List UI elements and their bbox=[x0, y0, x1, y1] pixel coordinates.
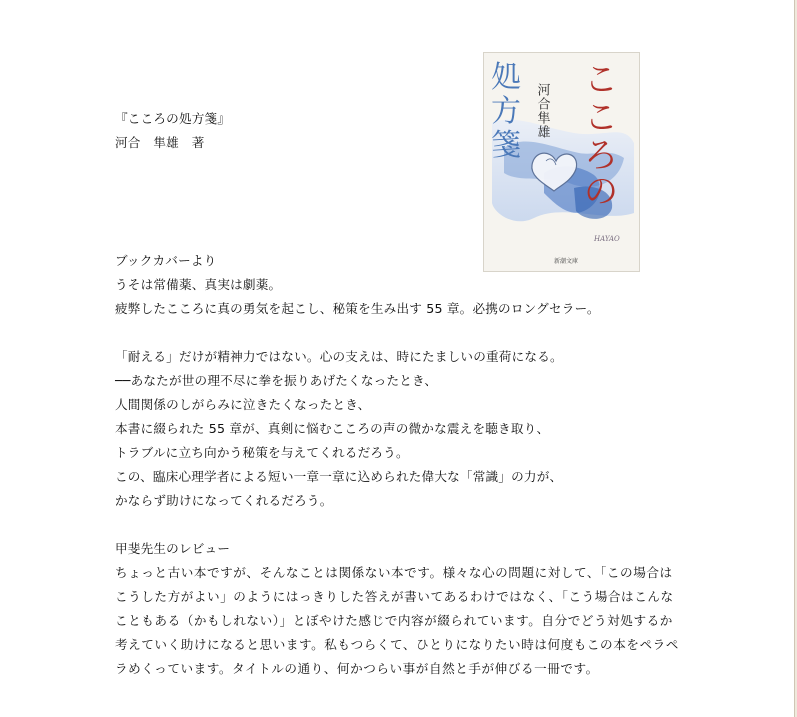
book-info bbox=[115, 107, 230, 155]
bookcover-line-3 bbox=[115, 321, 685, 345]
cover-title-char-2: こ bbox=[584, 98, 618, 138]
cover-title-char-1: こ bbox=[584, 60, 618, 100]
bookcover-line-7: 本書に綴られた 55 章が、真剣に悩むこころの声の微かな震えを聴き取り、 bbox=[115, 421, 550, 436]
bookcover-line-2: 疲弊したこころに真の勇気を起こし、秘策を生み出す 55 章。必携のロングセラー。 bbox=[115, 301, 600, 316]
cover-signature: HAYAO bbox=[594, 235, 620, 243]
cover-title-char-4: の bbox=[584, 172, 618, 212]
bookcover-line-10: かならず助けになってくれるだろう。 bbox=[115, 493, 333, 508]
book-author: 河合 隼雄 著 bbox=[115, 135, 205, 150]
cover-subtitle-char-1: 処 bbox=[491, 60, 521, 95]
main-text bbox=[115, 249, 685, 681]
bookcover-line-1: うそは常備薬、真実は劇薬。 bbox=[115, 277, 282, 292]
cover-publisher: 新潮文庫 bbox=[554, 258, 579, 265]
cover-author: 河合隼雄 bbox=[534, 83, 550, 139]
book-cover-image bbox=[483, 52, 640, 272]
review-text: ちょっと古い本ですが、そんなことは関係ない本です。様々な心の問題に対して、「この場合はこうした方がよい」のようにはっきりした答えが書いてあるわけではなく、「こう場合はこんなこともある（かもしれない）」とぼやけた感じで内容が綴られています。自分でどう対処するか考えていく助けになると思います。私もつらくて、ひとりになりたい時は何度もこの本をペラペラめくっています。タイトルの通り、何かつらい事が自然と手が伸びる一冊です。 bbox=[115, 565, 679, 676]
book-cover-art bbox=[484, 53, 639, 271]
page-edge-line bbox=[794, 0, 795, 717]
bookcover-line-5: ──あなたが世の理不尽に拳を振りあげたくなったとき、 bbox=[115, 373, 438, 388]
bookcover-line-9: この、臨床心理学者による短い一章一章に込められた偉大な「常識」の力が、 bbox=[115, 469, 563, 484]
cover-subtitle-char-2: 方 bbox=[491, 94, 521, 129]
review-heading: 甲斐先生のレビュー bbox=[115, 541, 231, 556]
bookcover-line-8: トラブルに立ち向かう秘策を与えてくれるだろう。 bbox=[115, 445, 409, 460]
book-title: 『こころの処方箋』 bbox=[115, 111, 231, 126]
bookcover-heading: ブックカバーより bbox=[115, 253, 217, 268]
section-spacer bbox=[115, 513, 685, 537]
bookcover-line-6: 人間関係のしがらみに泣きたくなったとき、 bbox=[115, 397, 371, 412]
cover-title-char-3: ろ bbox=[584, 136, 618, 176]
cover-subtitle-char-3: 箋 bbox=[491, 128, 521, 163]
bookcover-line-4: 「耐える」だけが精神力ではない。心の支えは、時にたましいの重荷になる。 bbox=[115, 349, 563, 364]
